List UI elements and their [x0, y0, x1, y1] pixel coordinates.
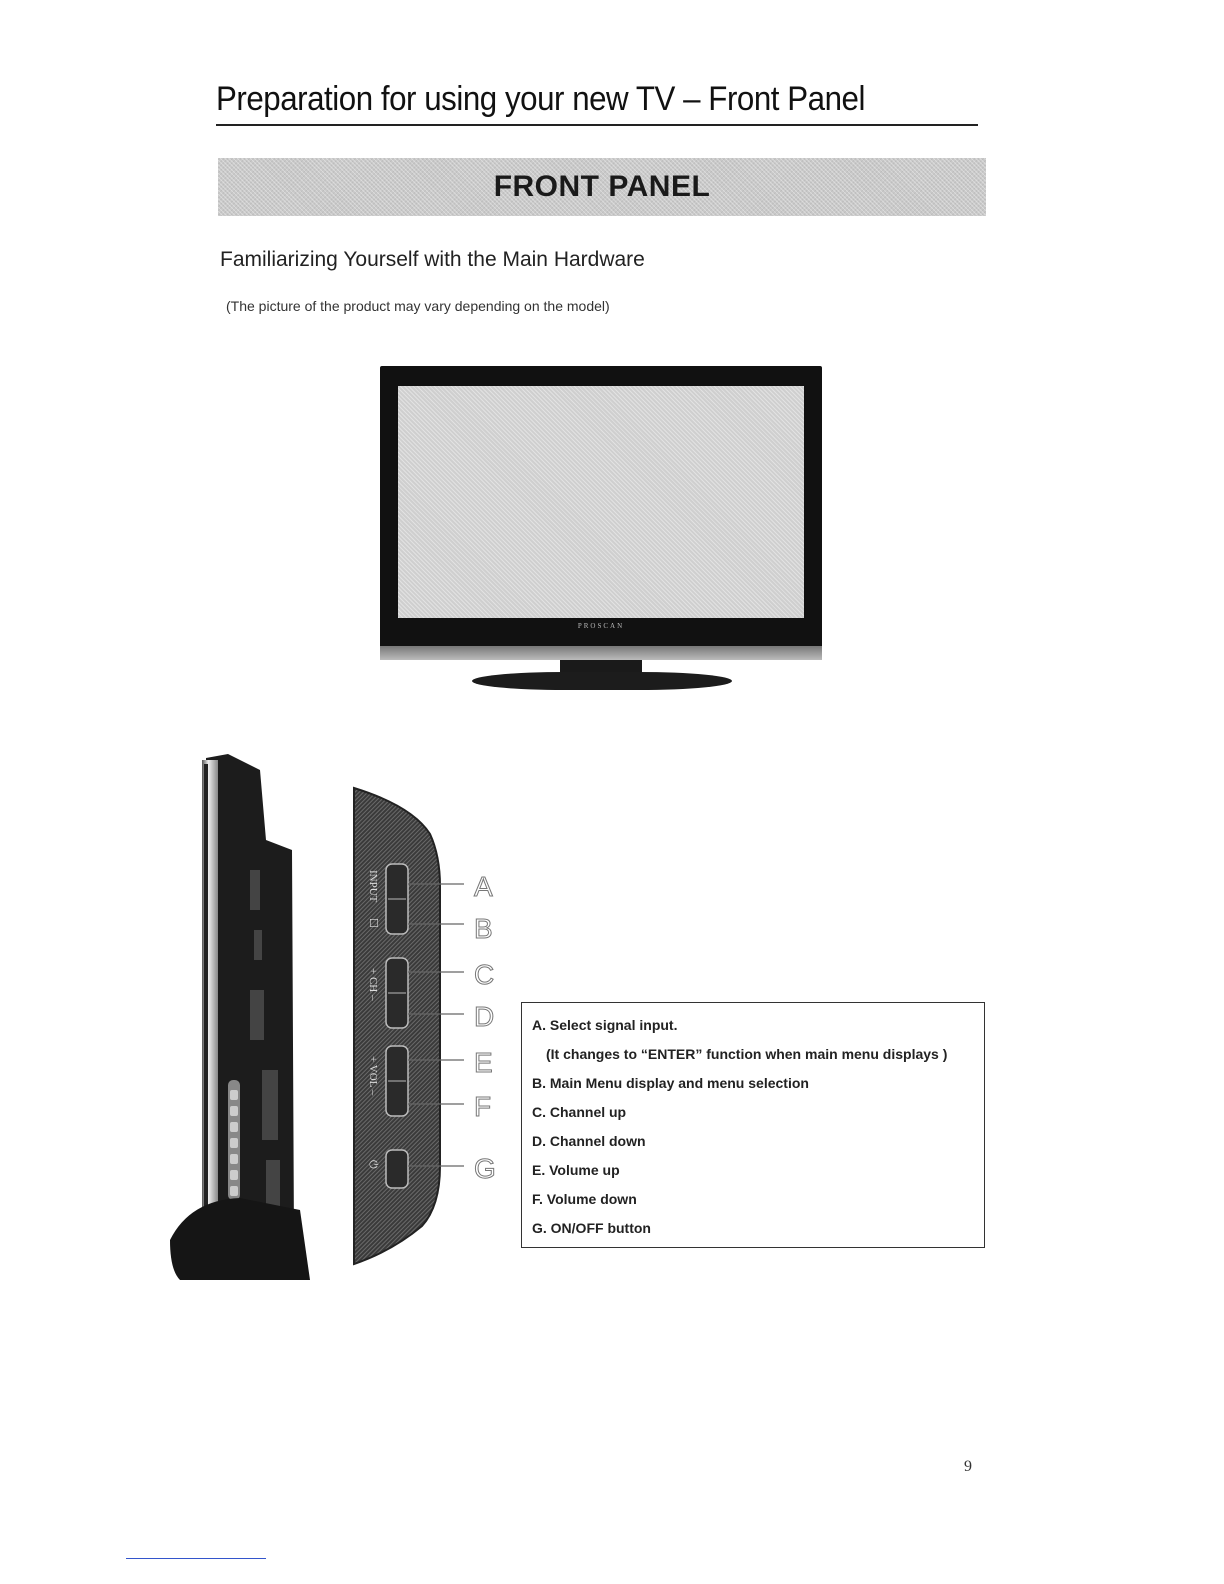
- callout-a: A: [474, 871, 493, 902]
- subheading: Familiarizing Yourself with the Main Hardware: [220, 248, 645, 271]
- button-descriptions-box: [521, 1002, 985, 1248]
- desc-c: C. Channel up: [532, 1104, 627, 1120]
- panel-label-input: INPUT: [367, 870, 379, 903]
- desc-e: E. Volume up: [532, 1162, 620, 1178]
- panel-label-power: ⏻: [367, 1160, 379, 1169]
- button-panel-illustration: [352, 786, 512, 1266]
- tv-screen: [398, 386, 804, 618]
- tv-front-illustration: [380, 366, 822, 694]
- page-number: 9: [964, 1458, 972, 1475]
- panel-label-volume: + VOL –: [367, 1056, 379, 1096]
- title-rule: [216, 124, 978, 126]
- footer-rule: [126, 1558, 266, 1559]
- callout-g: G: [474, 1153, 496, 1184]
- desc-a: A. Select signal input.: [532, 1017, 678, 1033]
- product-note: (The picture of the product may vary depending on the model): [226, 298, 610, 314]
- banner-text: FRONT PANEL: [493, 170, 711, 203]
- desc-g: G. ON/OFF button: [532, 1220, 651, 1236]
- callout-d: D: [474, 1001, 495, 1032]
- desc-b: B. Main Menu display and menu selection: [532, 1075, 809, 1091]
- callout-c: C: [474, 959, 495, 990]
- page-title: Preparation for using your new TV – Front Panel: [216, 80, 865, 118]
- tv-brand-logo: PROSCAN: [577, 622, 625, 630]
- panel-label-channel: + CH –: [367, 968, 379, 1001]
- tv-lower-trim: [380, 646, 822, 660]
- callout-b: B: [474, 913, 493, 944]
- desc-d: D. Channel down: [532, 1133, 646, 1149]
- callout-e: E: [474, 1047, 493, 1078]
- section-banner: [218, 158, 986, 216]
- tv-stand-base: [472, 672, 732, 690]
- desc-f: F. Volume down: [532, 1191, 637, 1207]
- callout-f: F: [474, 1091, 492, 1122]
- desc-a-note: (It changes to “ENTER” function when main menu displays ): [546, 1046, 948, 1062]
- tv-side-view-illustration: [170, 750, 320, 1280]
- panel-label-menu: ☐: [367, 918, 379, 928]
